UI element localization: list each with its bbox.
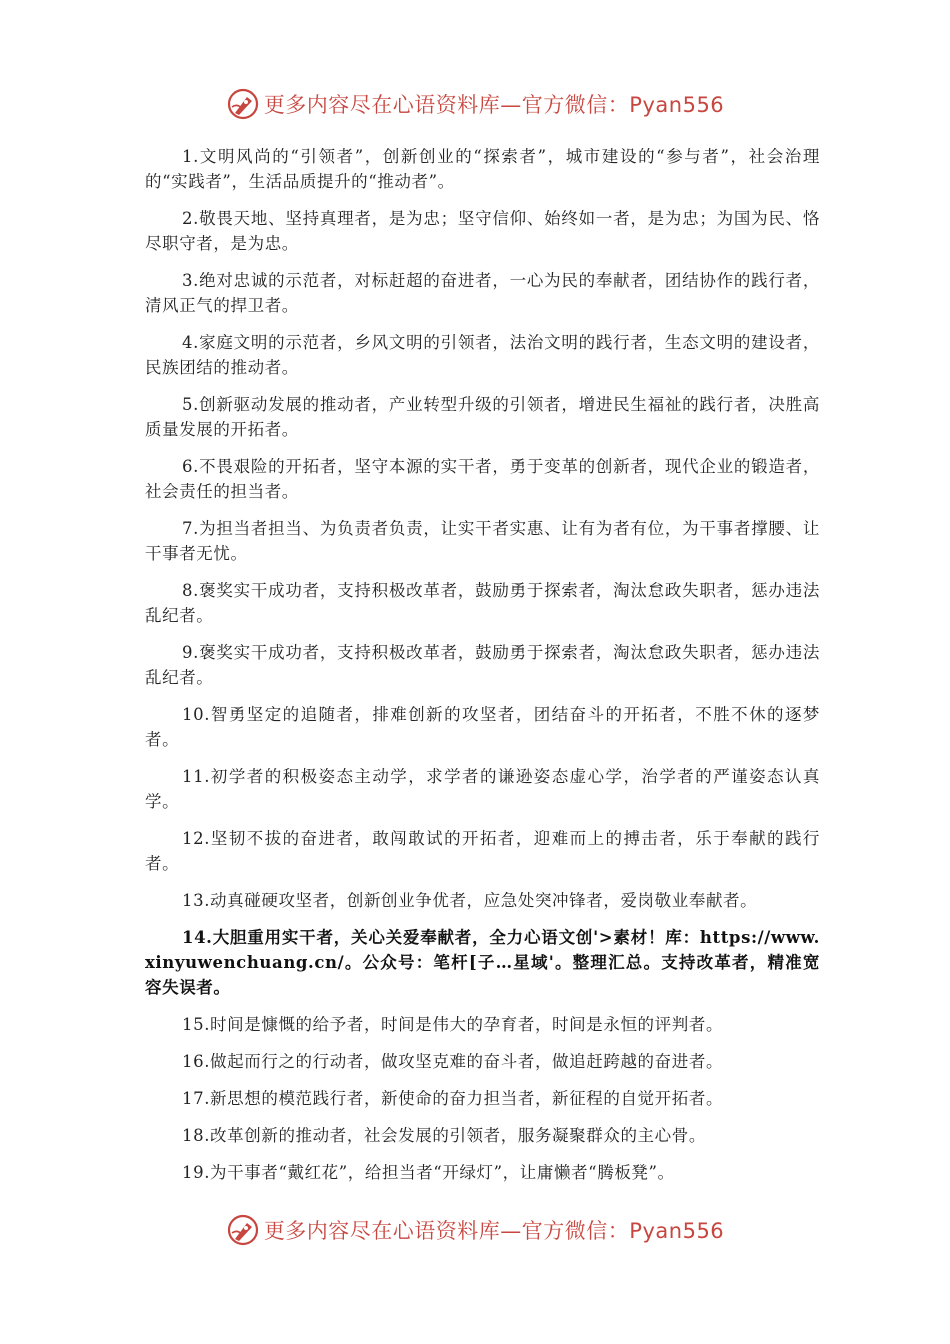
paragraph-19: 19.为干事者“戴红花”，给担当者“开绿灯”，让庸懒者“腾板凳”。 (182, 1163, 675, 1182)
paragraph-17: 17.新思想的模范践行者，新使命的奋力担当者，新征程的自觉开拓者。 (182, 1089, 724, 1108)
paragraph-16: 16.做起而行之的行动者，做攻坚克难的奋斗者，做追赶跨越的奋进者。 (182, 1052, 724, 1071)
paragraph-7: 7.为担当者担当、为负责者负责，让实干者实惠、让有为者有位，为干事者撑腰、让干事者无忧。 (145, 519, 820, 563)
header-banner-text: 更多内容尽在心语资料库—官方微信：Pyan556 (263, 93, 725, 117)
paragraph-4: 4.家庭文明的示范者，乡风文明的引领者，法治文明的践行者，生态文明的建设者，民族团结的推动者。 (145, 333, 820, 377)
document-body (145, 144, 820, 1197)
paragraph-8: 8.褒奖实干成功者，支持积极改革者，鼓励勇于探索者，淘汰怠政失职者，惩办违法乱纪者。 (145, 581, 820, 625)
paragraph-15: 15.时间是慷慨的给予者，时间是伟大的孕育者，时间是永恒的评判者。 (182, 1015, 724, 1034)
paragraph-14: 14.大胆重用实干者，关心关爱奉献者，全力心语文创'>素材！库：https://www.xinyuwenchuang.cn/。公众号：笔杆[子…星域'。整理汇总。支持改革者，精准宽容失误者。 (145, 928, 820, 997)
paragraph-11: 11.初学者的积极姿态主动学，求学者的谦逊姿态虚心学，治学者的严谨姿态认真学。 (145, 767, 820, 811)
footer-banner-text: 更多内容尽在心语资料库—官方微信：Pyan556 (263, 1219, 725, 1243)
paragraph-5: 5.创新驱动发展的推动者，产业转型升级的引领者，增进民生福祉的践行者，决胜高质量发展的开拓者。 (145, 395, 820, 439)
footer-banner (0, 1210, 950, 1250)
pen-nib-logo-icon (226, 1213, 260, 1247)
paragraph-18: 18.改革创新的推动者，社会发展的引领者，服务凝聚群众的主心骨。 (182, 1126, 706, 1145)
paragraph-1: 1.文明风尚的“引领者”，创新创业的“探索者”，城市建设的“参与者”，社会治理的“实践者”，生活品质提升的“推动者”。 (145, 147, 820, 191)
paragraph-9: 9.褒奖实干成功者，支持积极改革者，鼓励勇于探索者，淘汰怠政失职者，惩办违法乱纪者。 (145, 643, 820, 687)
paragraph-3: 3.绝对忠诚的示范者，对标赶超的奋进者，一心为民的奉献者，团结协作的践行者，清风正气的捍卫者。 (145, 271, 820, 315)
paragraph-13: 13.动真碰硬攻坚者，创新创业争优者，应急处突冲锋者，爱岗敬业奉献者。 (182, 891, 758, 910)
pen-nib-logo-icon (226, 87, 260, 121)
paragraph-2: 2.敬畏天地、坚持真理者，是为忠；坚守信仰、始终如一者，是为忠；为国为民、恪尽职守者，是为忠。 (145, 209, 820, 253)
paragraph-10: 10.智勇坚定的追随者，排难创新的攻坚者，团结奋斗的开拓者，不胜不休的逐梦者。 (145, 705, 820, 749)
paragraph-12: 12.坚韧不拔的奋进者，敢闯敢试的开拓者，迎难而上的搏击者，乐于奉献的践行者。 (145, 829, 820, 873)
header-banner (0, 84, 950, 124)
paragraph-6: 6.不畏艰险的开拓者，坚守本源的实干者，勇于变革的创新者，现代企业的锻造者，社会责任的担当者。 (145, 457, 820, 501)
